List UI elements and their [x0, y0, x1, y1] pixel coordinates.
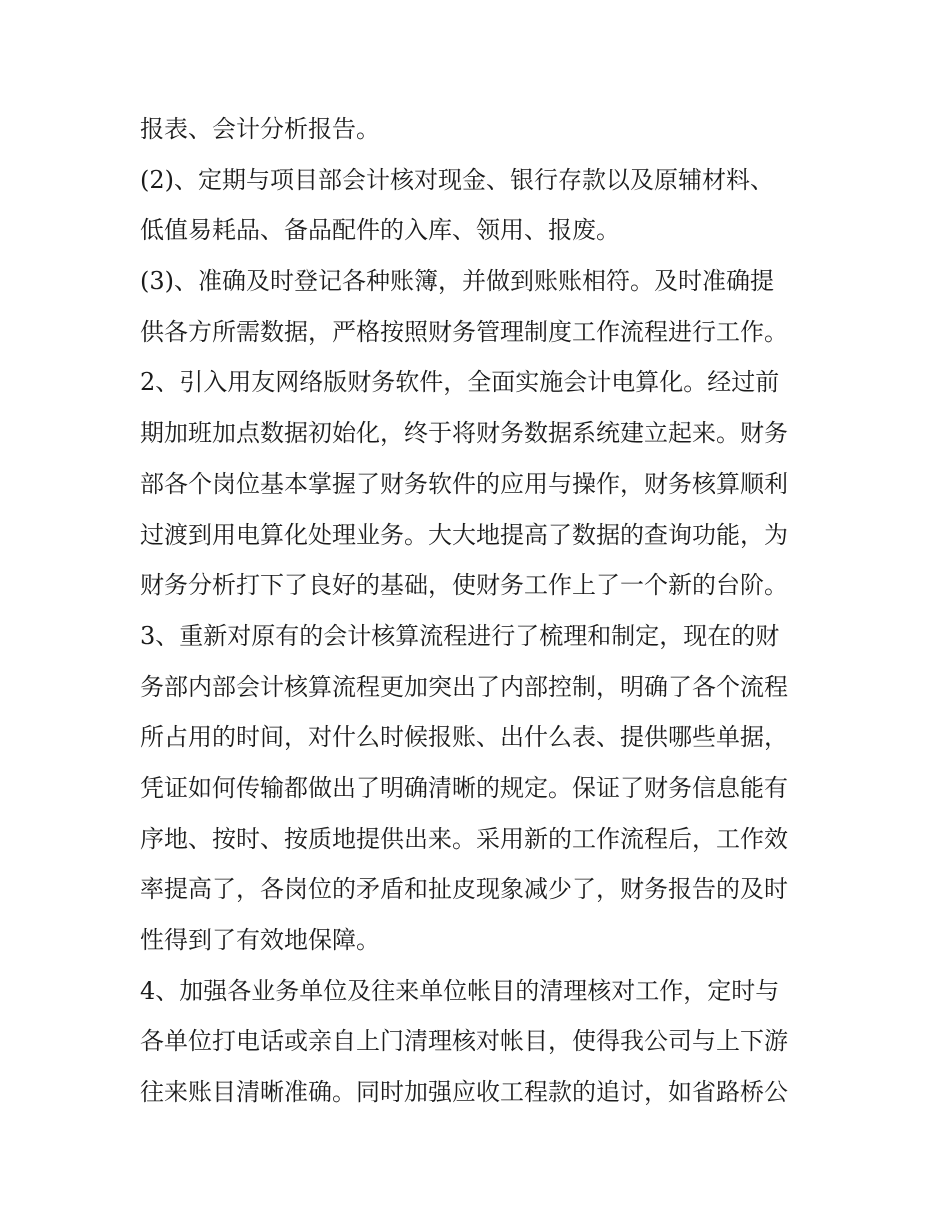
text-line: 所占用的时间，对什么时候报账、出什么表、提供哪些单据，	[140, 723, 788, 752]
text-line: 4、加强各业务单位及往来单位帐目的清理核对工作，定时与	[140, 976, 780, 1005]
text-line: 序地、按时、按质地提供出来。采用新的工作流程后，工作效	[140, 824, 788, 853]
text-line: (2)、定期与项目部会计核对现金、银行存款以及原辅材料、	[140, 165, 774, 194]
text-line: 2、引入用友网络版财务软件，全面实施会计电算化。经过前	[140, 368, 780, 397]
body-text	[140, 104, 830, 1118]
text-line: 各单位打电话或亲自上门清理核对帐目，使得我公司与上下游	[140, 1027, 788, 1056]
text-line: 期加班加点数据初始化，终于将财务数据系统建立起来。财务	[140, 419, 788, 448]
text-line: (3)、准确及时登记各种账簿，并做到账账相符。及时准确提	[140, 267, 774, 296]
text-line: 3、重新对原有的会计核算流程进行了梳理和制定，现在的财	[140, 621, 780, 650]
text-line: 务部内部会计核算流程更加突出了内部控制，明确了各个流程	[140, 672, 788, 701]
text-line: 率提高了，各岗位的矛盾和扯皮现象减少了，财务报告的及时	[140, 875, 788, 904]
text-line: 财务分析打下了良好的基础，使财务工作上了一个新的台阶。	[140, 571, 788, 600]
text-line: 过渡到用电算化处理业务。大大地提高了数据的查询功能，为	[140, 520, 788, 549]
text-line: 供各方所需数据，严格按照财务管理制度工作流程进行工作。	[140, 317, 788, 346]
text-line: 部各个岗位基本掌握了财务软件的应用与操作，财务核算顺利	[140, 469, 788, 498]
text-line: 报表、会计分析报告。	[140, 115, 380, 143]
text-line: 性得到了有效地保障。	[140, 926, 380, 954]
text-line: 往来账目清晰准确。同时加强应收工程款的追讨，如省路桥公	[140, 1078, 788, 1107]
text-line: 凭证如何传输都做出了明确清晰的规定。保证了财务信息能有	[140, 773, 788, 802]
text-line: 低值易耗品、备品配件的入库、领用、报废。	[140, 216, 620, 245]
